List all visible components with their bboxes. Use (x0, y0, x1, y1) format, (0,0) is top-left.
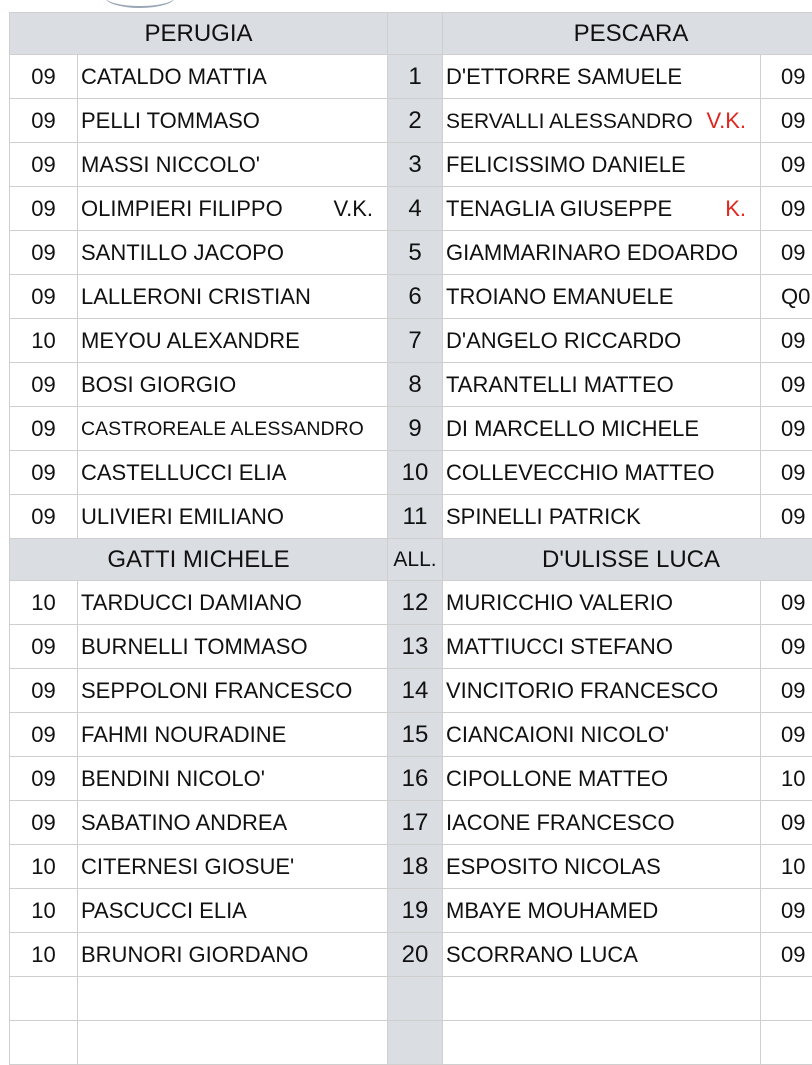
away-birth-year[interactable]: 10 (761, 845, 812, 889)
home-birth-year[interactable]: 09 (10, 275, 78, 319)
home-player-name[interactable] (78, 757, 388, 801)
away-player-name-text: D'ETTORRE SAMUELE (446, 64, 682, 89)
away-birth-year[interactable]: 09 (761, 319, 812, 363)
starter-row (10, 231, 812, 275)
home-birth-year[interactable]: 09 (10, 187, 78, 231)
player-role-badge: V.K. (333, 198, 373, 220)
home-birth-year[interactable]: 09 (10, 669, 78, 713)
top-strip (0, 0, 812, 12)
home-birth-year[interactable]: 10 (10, 889, 78, 933)
home-player-name[interactable] (78, 801, 388, 845)
away-player-name[interactable] (443, 99, 761, 143)
away-player-name-text: MURICCHIO VALERIO (446, 590, 673, 615)
away-team-name: PESCARA (443, 13, 812, 55)
home-player-name[interactable] (78, 363, 388, 407)
home-player-name-text: PELLI TOMMASO (81, 108, 260, 133)
empty-row (10, 1021, 812, 1065)
away-player-name-text: TENAGLIA GIUSEPPE (446, 196, 672, 221)
shirt-number[interactable]: 9 (388, 407, 443, 451)
shirt-number[interactable]: 11 (388, 495, 443, 539)
away-player-name[interactable] (443, 757, 761, 801)
substitute-row (10, 933, 812, 977)
away-birth-year[interactable]: 09 (761, 801, 812, 845)
away-player-name[interactable] (443, 319, 761, 363)
home-player-name[interactable] (78, 143, 388, 187)
empty-cell[interactable] (78, 977, 388, 1021)
shirt-number[interactable]: 1 (388, 55, 443, 99)
player-role-badge: K. (725, 198, 746, 220)
substitute-row (10, 625, 812, 669)
away-player-name-text: D'ANGELO RICCARDO (446, 328, 681, 353)
home-birth-year[interactable]: 09 (10, 55, 78, 99)
home-player-name[interactable] (78, 55, 388, 99)
home-birth-year[interactable]: 09 (10, 713, 78, 757)
shirt-number[interactable]: 7 (388, 319, 443, 363)
empty-cell[interactable] (443, 1021, 761, 1065)
away-player-name[interactable] (443, 143, 761, 187)
away-player-name[interactable] (443, 275, 761, 319)
substitute-row (10, 581, 812, 625)
home-player-name-text: CITERNESI GIOSUE' (81, 854, 294, 879)
home-birth-year[interactable]: 10 (10, 933, 78, 977)
away-player-name-text: FELICISSIMO DANIELE (446, 152, 686, 177)
substitute-row (10, 669, 812, 713)
empty-row (10, 977, 812, 1021)
home-birth-year[interactable]: 09 (10, 757, 78, 801)
home-player-name-text: MASSI NICCOLO' (81, 152, 260, 177)
starter-row (10, 99, 812, 143)
empty-cell[interactable] (761, 977, 812, 1021)
starter-row (10, 495, 812, 539)
away-birth-year[interactable]: 09 (761, 407, 812, 451)
empty-cell[interactable] (761, 1021, 812, 1065)
home-player-name-text: SABATINO ANDREA (81, 810, 287, 835)
home-player-name[interactable] (78, 495, 388, 539)
home-player-name[interactable] (78, 275, 388, 319)
home-player-name[interactable] (78, 187, 388, 231)
away-player-name[interactable] (443, 55, 761, 99)
away-player-name-text: IACONE FRANCESCO (446, 810, 675, 835)
substitute-row (10, 713, 812, 757)
home-player-name-text: CASTELLUCCI ELIA (81, 460, 286, 485)
away-player-name-text: SERVALLI ALESSANDRO (446, 110, 693, 133)
away-player-name-text: MATTIUCCI STEFANO (446, 634, 673, 659)
shirt-number[interactable]: 19 (388, 889, 443, 933)
shirt-number[interactable]: 6 (388, 275, 443, 319)
home-birth-year[interactable]: 09 (10, 143, 78, 187)
away-birth-year[interactable]: 09 (761, 231, 812, 275)
away-player-name-text: CIANCAIONI NICOLO' (446, 722, 669, 747)
away-player-name[interactable] (443, 801, 761, 845)
away-birth-year[interactable]: 09 (761, 55, 812, 99)
empty-cell[interactable] (78, 1021, 388, 1065)
shirt-number[interactable]: 14 (388, 669, 443, 713)
home-birth-year[interactable]: 10 (10, 845, 78, 889)
away-player-name[interactable] (443, 713, 761, 757)
header-spacer (388, 13, 443, 55)
away-player-name[interactable] (443, 581, 761, 625)
shirt-number[interactable]: 17 (388, 801, 443, 845)
away-player-name[interactable] (443, 187, 761, 231)
home-player-name[interactable] (78, 625, 388, 669)
away-player-name-text: ESPOSITO NICOLAS (446, 854, 661, 879)
away-birth-year[interactable]: 09 (761, 889, 812, 933)
shirt-number[interactable]: 16 (388, 757, 443, 801)
teams-header-row (10, 13, 812, 55)
away-birth-year[interactable]: Q0 (761, 275, 812, 319)
home-birth-year[interactable]: 09 (10, 363, 78, 407)
shirt-number[interactable]: 18 (388, 845, 443, 889)
home-player-name-text: CATALDO MATTIA (81, 64, 267, 89)
home-player-name-text: OLIMPIERI FILIPPO (81, 196, 283, 221)
away-player-name-text: VINCITORIO FRANCESCO (446, 678, 718, 703)
substitute-row (10, 801, 812, 845)
away-player-name-text: COLLEVECCHIO MATTEO (446, 460, 715, 485)
shirt-number[interactable]: 15 (388, 713, 443, 757)
away-player-name-text: MBAYE MOUHAMED (446, 898, 658, 923)
away-player-name[interactable] (443, 933, 761, 977)
away-birth-year[interactable]: 09 (761, 143, 812, 187)
home-coach-name[interactable]: GATTI MICHELE (10, 539, 388, 581)
away-player-name-text: SCORRANO LUCA (446, 942, 638, 967)
empty-cell[interactable] (10, 977, 78, 1021)
home-player-name-text: BENDINI NICOLO' (81, 766, 265, 791)
away-birth-year[interactable]: 09 (761, 933, 812, 977)
away-player-name[interactable] (443, 889, 761, 933)
away-birth-year[interactable]: 09 (761, 669, 812, 713)
logo-fragment (105, 0, 175, 8)
starter-row (10, 143, 812, 187)
starter-row (10, 319, 812, 363)
away-player-name-text: DI MARCELLO MICHELE (446, 416, 699, 441)
shirt-number[interactable]: 3 (388, 143, 443, 187)
substitute-row (10, 757, 812, 801)
shirt-number[interactable]: 5 (388, 231, 443, 275)
home-player-name-text: SANTILLO JACOPO (81, 240, 284, 265)
home-player-name-text: BRUNORI GIORDANO (81, 942, 308, 967)
shirt-number[interactable]: 2 (388, 99, 443, 143)
away-player-name[interactable] (443, 363, 761, 407)
home-player-name[interactable] (78, 933, 388, 977)
starter-row (10, 275, 812, 319)
away-birth-year[interactable]: 09 (761, 581, 812, 625)
home-player-name-text: FAHMI NOURADINE (81, 722, 286, 747)
home-player-name[interactable] (78, 231, 388, 275)
empty-cell[interactable] (388, 1021, 443, 1065)
home-birth-year[interactable]: 09 (10, 231, 78, 275)
home-player-name-text: SEPPOLONI FRANCESCO (81, 678, 352, 703)
away-player-name-text: SPINELLI PATRICK (446, 504, 641, 529)
home-birth-year[interactable]: 09 (10, 801, 78, 845)
home-player-name-text: MEYOU ALEXANDRE (81, 328, 300, 353)
home-player-name[interactable] (78, 451, 388, 495)
substitute-row (10, 845, 812, 889)
starter-row (10, 451, 812, 495)
empty-cell[interactable] (443, 977, 761, 1021)
lineup-sheet (9, 12, 812, 1065)
empty-cell[interactable] (388, 977, 443, 1021)
coaches-row (10, 539, 812, 581)
home-player-name[interactable] (78, 407, 388, 451)
away-player-name[interactable] (443, 495, 761, 539)
away-player-name[interactable] (443, 845, 761, 889)
away-birth-year[interactable]: 09 (761, 451, 812, 495)
shirt-number[interactable]: 10 (388, 451, 443, 495)
home-player-name[interactable] (78, 319, 388, 363)
home-player-name[interactable] (78, 889, 388, 933)
home-birth-year[interactable]: 09 (10, 407, 78, 451)
home-birth-year[interactable]: 09 (10, 451, 78, 495)
shirt-number[interactable]: 4 (388, 187, 443, 231)
player-role-badge: V.K. (706, 110, 746, 132)
away-player-name-text: GIAMMARINARO EDOARDO (446, 240, 738, 265)
away-birth-year[interactable]: 09 (761, 99, 812, 143)
away-coach-name[interactable]: D'ULISSE LUCA (443, 539, 812, 581)
starter-row (10, 363, 812, 407)
home-birth-year[interactable]: 10 (10, 319, 78, 363)
away-birth-year[interactable]: 09 (761, 187, 812, 231)
home-player-name[interactable] (78, 845, 388, 889)
shirt-number[interactable]: 12 (388, 581, 443, 625)
away-birth-year[interactable]: 09 (761, 495, 812, 539)
starter-row (10, 55, 812, 99)
home-birth-year[interactable]: 09 (10, 495, 78, 539)
home-birth-year[interactable]: 09 (10, 99, 78, 143)
coach-label[interactable]: ALL. (388, 539, 443, 581)
away-player-name[interactable] (443, 451, 761, 495)
away-player-name[interactable] (443, 669, 761, 713)
home-player-name-text: LALLERONI CRISTIAN (81, 284, 311, 309)
starter-row (10, 187, 812, 231)
shirt-number[interactable]: 8 (388, 363, 443, 407)
away-player-name[interactable] (443, 231, 761, 275)
home-player-name[interactable] (78, 581, 388, 625)
home-team-name: PERUGIA (10, 13, 388, 55)
home-player-name[interactable] (78, 99, 388, 143)
away-player-name-text: TARANTELLI MATTEO (446, 372, 674, 397)
away-player-name[interactable] (443, 407, 761, 451)
away-player-name-text: TROIANO EMANUELE (446, 284, 673, 309)
starter-row (10, 407, 812, 451)
home-player-name[interactable] (78, 669, 388, 713)
away-player-name[interactable] (443, 625, 761, 669)
shirt-number[interactable]: 20 (388, 933, 443, 977)
substitute-row (10, 889, 812, 933)
home-player-name-text: BOSI GIORGIO (81, 372, 236, 397)
home-player-name-text: TARDUCCI DAMIANO (81, 590, 302, 615)
home-birth-year[interactable]: 10 (10, 581, 78, 625)
home-player-name-text: CASTROREALE ALESSANDRO (81, 418, 364, 440)
shirt-number[interactable]: 13 (388, 625, 443, 669)
away-birth-year[interactable]: 10 (761, 757, 812, 801)
home-birth-year[interactable]: 09 (10, 625, 78, 669)
empty-cell[interactable] (10, 1021, 78, 1065)
home-player-name-text: PASCUCCI ELIA (81, 898, 247, 923)
away-birth-year[interactable]: 09 (761, 625, 812, 669)
home-player-name-text: ULIVIERI EMILIANO (81, 504, 284, 529)
away-player-name-text: CIPOLLONE MATTEO (446, 766, 668, 791)
home-player-name[interactable] (78, 713, 388, 757)
away-birth-year[interactable]: 09 (761, 713, 812, 757)
home-player-name-text: BURNELLI TOMMASO (81, 634, 308, 659)
away-birth-year[interactable]: 09 (761, 363, 812, 407)
